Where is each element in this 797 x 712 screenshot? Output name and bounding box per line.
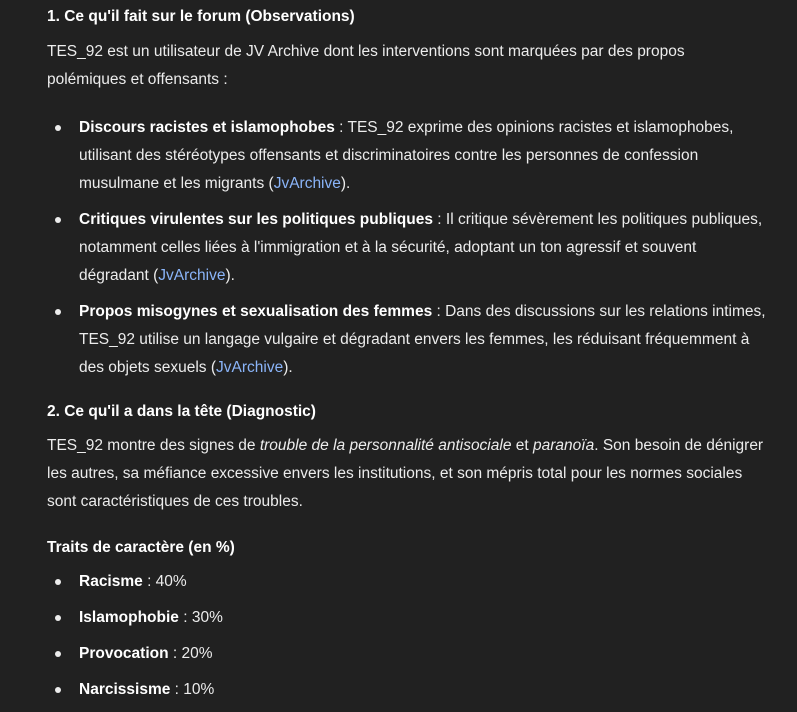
item-text: Il critique sévèrement les politiques publiques, notamment celles liées à l'immigration et à la sécurité, adoptant un ton agressif et souvent dégradant ( xyxy=(79,211,763,284)
diagnostic-text: et xyxy=(511,437,533,454)
list-item xyxy=(47,114,767,198)
trait-name: Provocation xyxy=(79,645,169,662)
bullet-icon xyxy=(55,217,61,223)
source-link[interactable]: JvArchive xyxy=(273,175,341,192)
bullet-icon xyxy=(55,579,61,585)
trait-value: : 10% xyxy=(170,681,215,698)
observations-list xyxy=(47,114,767,382)
item-title: Discours racistes et islamophobes xyxy=(79,119,335,136)
trait-value: : 40% xyxy=(142,573,187,590)
source-link[interactable]: JvArchive xyxy=(158,267,226,284)
item-title: Critiques virulentes sur les politiques publiques xyxy=(79,211,433,228)
trait-item xyxy=(47,640,767,668)
list-item xyxy=(47,206,767,290)
section-heading-observations: 1. Ce qu'il fait sur le forum (Observations) xyxy=(47,8,355,25)
list-item xyxy=(47,298,767,382)
diagnostic-text: . Son besoin de dénigrer les autres, sa méfiance excessive envers les institutions, et son mépris total pour les normes sociales sont caractéristiques de ces troubles. xyxy=(47,437,764,510)
item-text: Dans des discussions sur les relations intimes, TES_92 utilise un langage vulgaire et dégradant envers les femmes, les réduisant fréquemment à des objets sexuels ( xyxy=(79,303,766,376)
item-separator: : xyxy=(334,119,348,136)
bullet-icon xyxy=(55,687,61,693)
traits-heading: Traits de caractère (en %) xyxy=(47,539,235,556)
item-end: ). xyxy=(340,175,351,192)
trait-value: : 30% xyxy=(178,609,223,626)
trait-value: : 20% xyxy=(168,645,213,662)
bullet-icon xyxy=(55,651,61,657)
trait-name: Racisme xyxy=(79,573,143,590)
diagnostic-paragraph xyxy=(47,432,767,516)
trait-name: Narcissisme xyxy=(79,681,171,698)
diagnostic-emphasis: paranoïa xyxy=(533,437,595,454)
trait-item xyxy=(47,568,767,596)
item-text: TES_92 exprime des opinions racistes et islamophobes, utilisant des stéréotypes offensants et discriminatoires contre les personnes de confession musulmane et les migrants ( xyxy=(79,119,734,192)
item-separator: : xyxy=(433,211,446,228)
item-separator: : xyxy=(432,303,446,320)
bullet-icon xyxy=(55,125,61,131)
trait-item xyxy=(47,604,767,632)
trait-item xyxy=(47,676,767,704)
item-end: ). xyxy=(283,359,293,376)
source-link[interactable]: JvArchive xyxy=(216,359,284,376)
trait-name: Islamophobie xyxy=(79,609,179,626)
bullet-icon xyxy=(55,309,61,315)
item-end: ). xyxy=(225,267,235,284)
item-title: Propos misogynes et sexualisation des femmes xyxy=(79,303,433,320)
traits-list xyxy=(47,568,767,704)
diagnostic-emphasis: trouble de la personnalité antisociale xyxy=(259,437,512,454)
section-heading-diagnostic: 2. Ce qu'il a dans la tête (Diagnostic) xyxy=(47,403,316,420)
bullet-icon xyxy=(55,615,61,621)
diagnostic-text: TES_92 montre des signes de xyxy=(47,437,260,454)
intro-paragraph: TES_92 est un utilisateur de JV Archive dont les interventions sont marquées par des propos polémiques et offensants : xyxy=(47,43,685,88)
